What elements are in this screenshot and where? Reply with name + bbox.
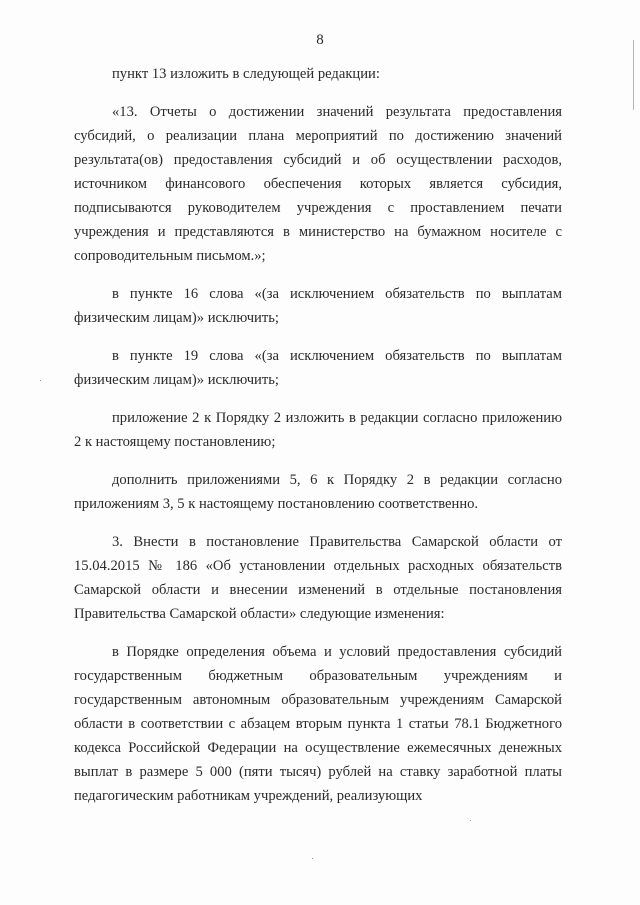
paragraph-item-13-intro: пункт 13 изложить в следующей редакции:	[112, 66, 380, 82]
scan-speck	[470, 820, 471, 821]
scan-speck	[40, 380, 41, 381]
page-number: 8	[316, 32, 324, 48]
paragraph-procedure: в Порядке определения объема и условий предоставления субсидий государственным бюджетным образовательным учреждениям и государственным автономным образовательным учреждениям Самарской области в соответствии с абзацем вторым пункта 1 статьи 78.1 Бюджетного кодекса Российской Федерации на осуществление ежемесячных денежных выплат в размере 5 000 (пяти тысяч) рублей на ставку заработной платы педагогическим работникам учреждений, реализующих	[74, 644, 562, 804]
paragraph-item-16: в пункте 16 слова «(за исключением обязательств по выплатам физическим лицам)» исключить;	[74, 286, 562, 326]
paragraph-appendix-2: приложение 2 к Порядку 2 изложить в редакции согласно приложению 2 к настоящему постановлению;	[74, 410, 562, 450]
scan-speck	[312, 858, 313, 859]
scan-edge-mark	[633, 40, 634, 110]
document-body	[74, 62, 562, 808]
paragraph-appendices-5-6: дополнить приложениями 5, 6 к Порядку 2 в редакции согласно приложениям 3, 5 к настоящему постановлению соответственно.	[74, 472, 562, 512]
paragraph-section-3: 3. Внести в постановление Правительства Самарской области от 15.04.2015 № 186 «Об установлении отдельных расходных обязательств Самарской области и внесении изменений в отдельные постановления Правительства Самарской области» следующие изменения:	[74, 534, 562, 622]
paragraph-item-19: в пункте 19 слова «(за исключением обязательств по выплатам физическим лицам)» исключить;	[74, 348, 562, 388]
paragraph-item-13-text: «13. Отчеты о достижении значений результата предоставления субсидий, о реализации плана мероприятий по достижению значений результата(ов) предоставления субсидий и об осуществлении расходов, источником финансового обеспечения которых является субсидия, подписываются руководителем учреждения с проставлением печати учреждения и представляются в министерство на бумажном носителе с сопроводительным письмом.»;	[74, 104, 562, 264]
